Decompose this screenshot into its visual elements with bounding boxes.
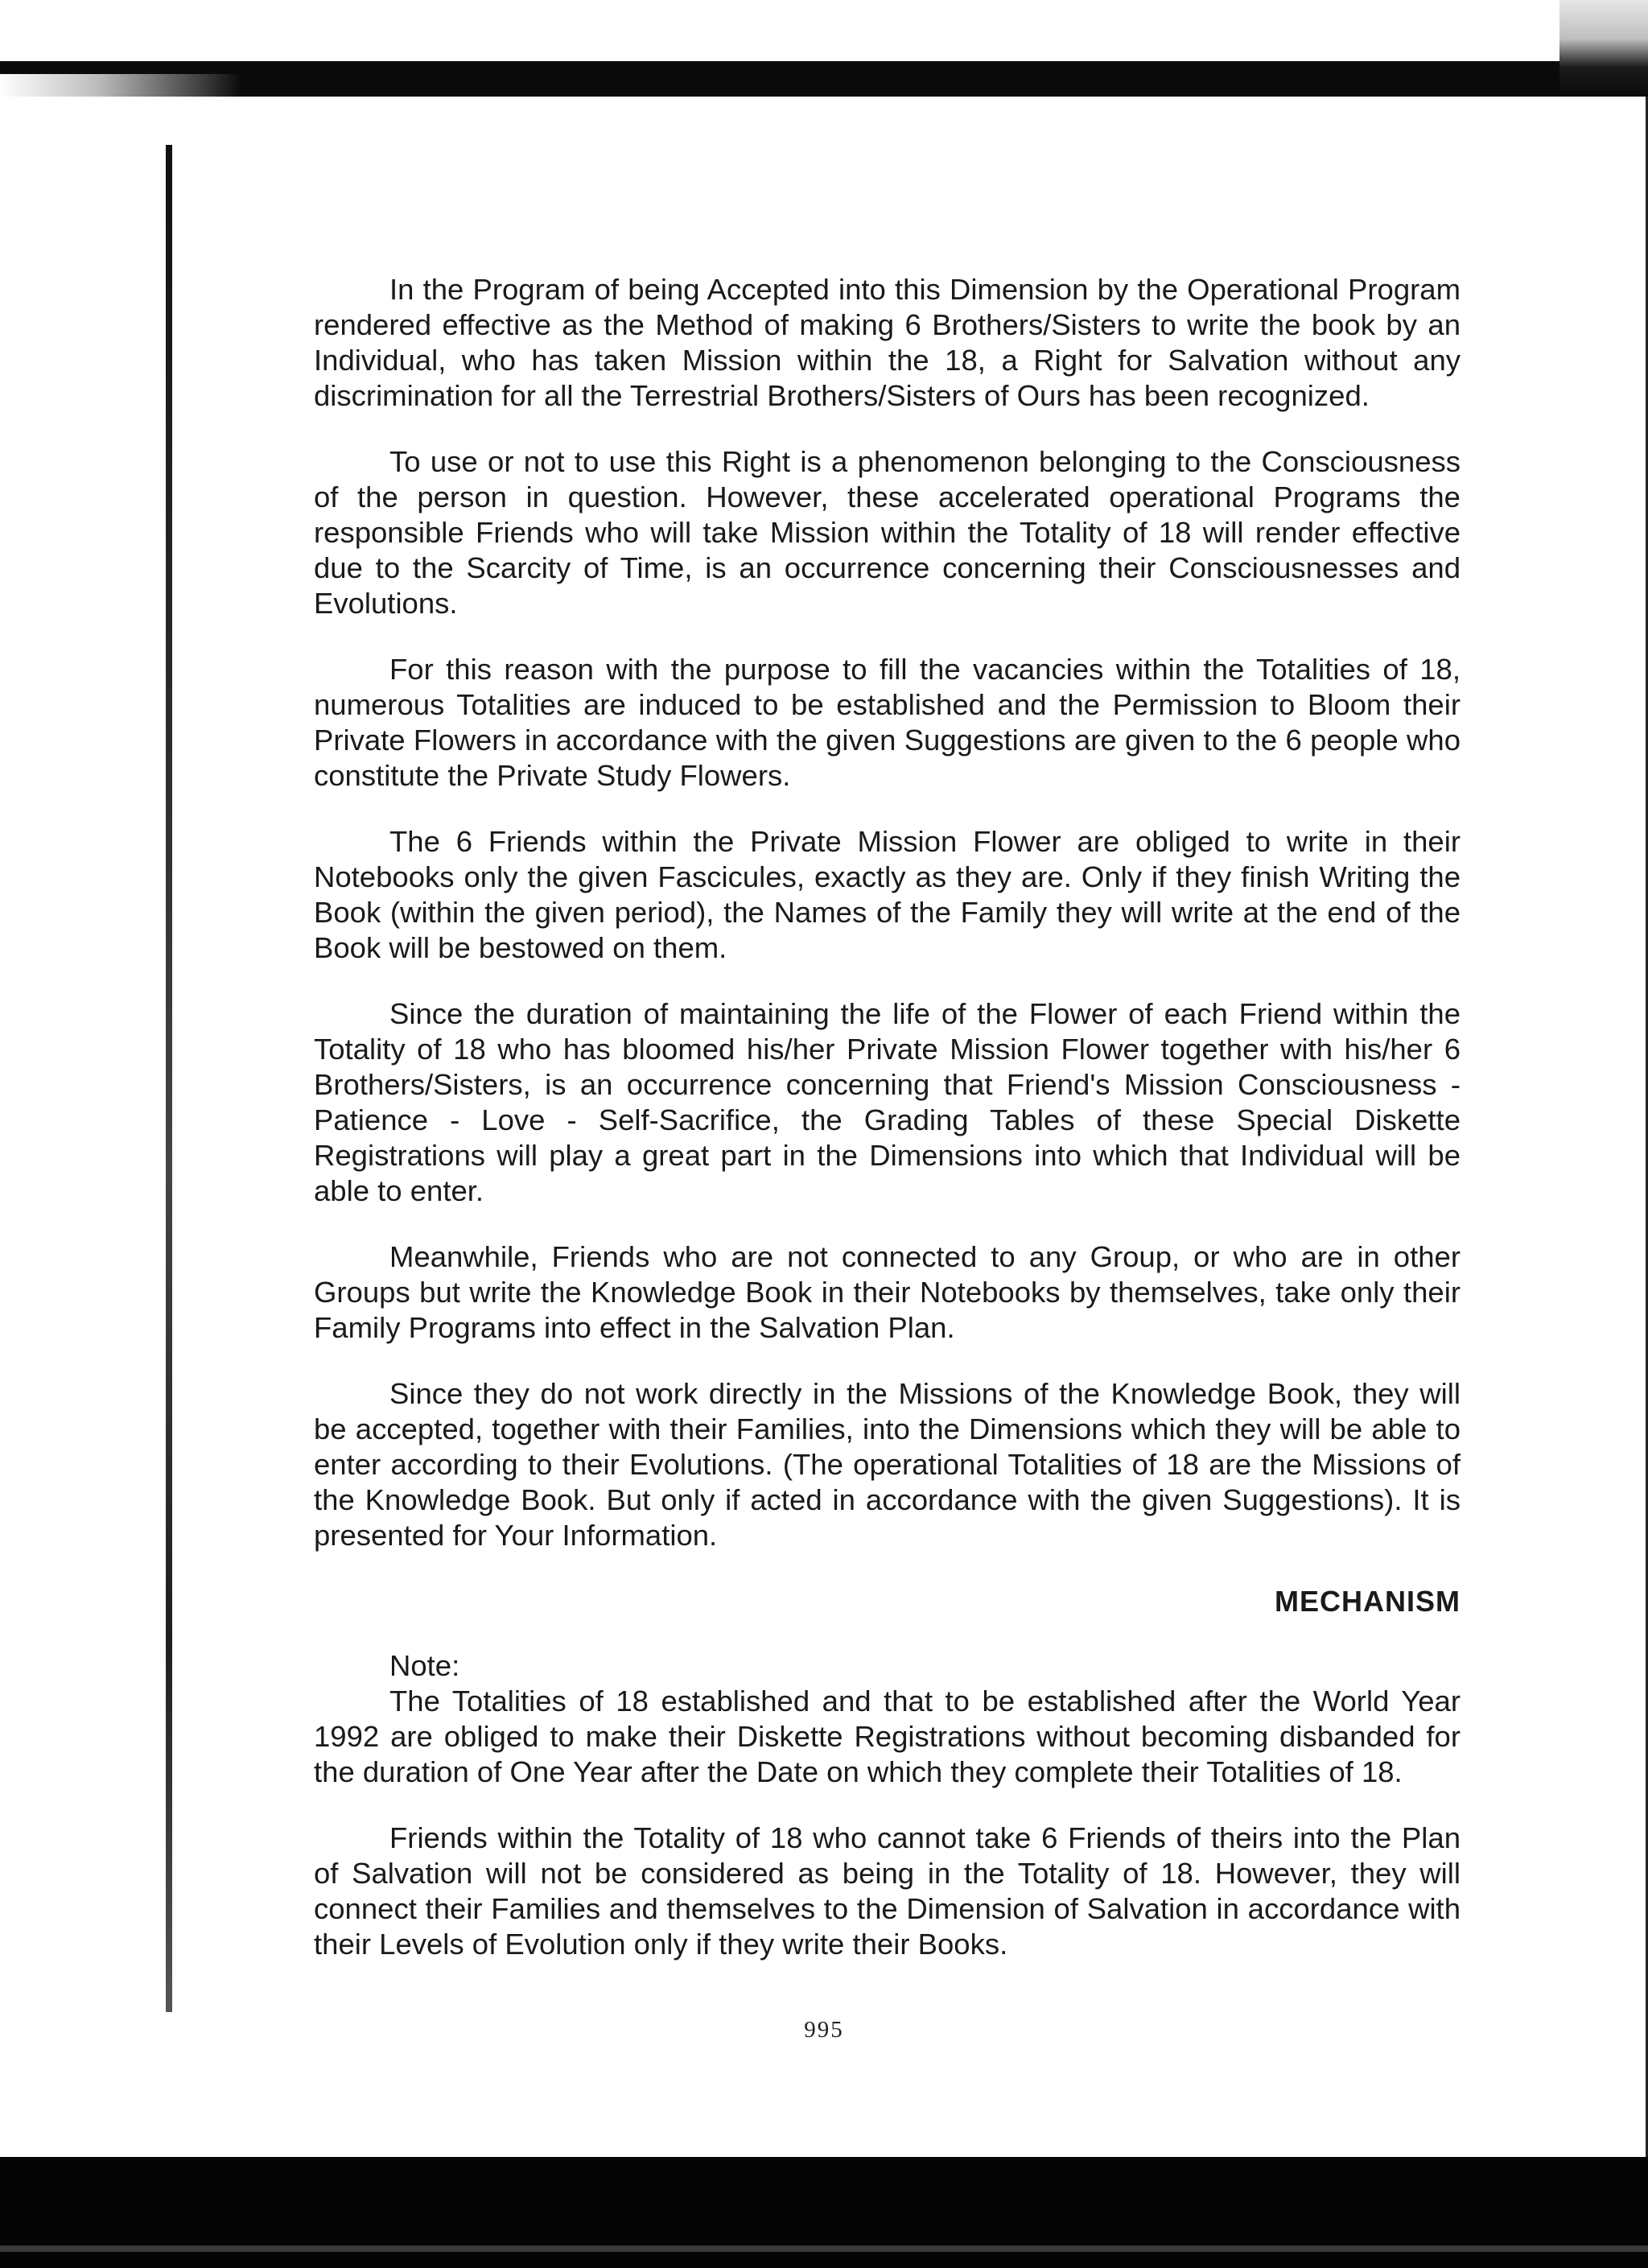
paragraph: The 6 Friends within the Private Mission Flower are obliged to write in their Notebooks only the given Fascicules, exactly as they are. Only if they finish Writing the Book (within the given period), the Names of the Family they will write at the end of the Book will be bestowed on them. — [314, 825, 1461, 964]
paragraph: In the Program of being Accepted into this Dimension by the Operational Program rendered effective as the Method of making 6 Brothers/Sisters to write the book by an Individual, who has taken Mission within the 18, a Right for Salvation without any discrimination for all the Terrestrial Brothers/Sisters of Ours has been recognized. — [314, 273, 1461, 412]
scan-left-edge — [166, 145, 172, 2012]
paragraph: To use or not to use this Right is a phenomenon belonging to the Consciousness of the person in question. However, these accelerated operational Programs the responsible Friends who will take Mission within the Totality of 18 will render effective due to the Scarcity of Time, is an occurrence concerning their Consciousnesses and Evolutions. — [314, 445, 1461, 620]
note-label: Note: — [389, 1649, 460, 1682]
paragraph: Meanwhile, Friends who are not connected to any Group, or who are in other Groups but write the Knowledge Book in their Notebooks by themselves, take only their Family Programs into effect in the Salvation Plan. — [314, 1240, 1461, 1344]
paragraph: For this reason with the purpose to fill the vacancies within the Totalities of 18, numerous Totalities are induced to be established and the Permission to Bloom their Private Flowers in accordance with the given Suggestions are given to the 6 people who constitute the Private Study Flowers. — [314, 653, 1461, 792]
scan-top-border — [0, 61, 1648, 97]
page-body — [314, 272, 1461, 1993]
scan-top-border-fade — [0, 74, 241, 97]
page-number: 995 — [804, 2017, 844, 2043]
section-heading: MECHANISM — [1275, 1585, 1461, 1618]
note-paragraph: Friends within the Totality of 18 who cannot take 6 Friends of theirs into the Plan of Salvation will not be considered as being in the Totality of 18. However, they will connect their Families and themselves to the Dimension of Salvation in accordance with their Levels of Evolution only if they write their Books. — [314, 1821, 1461, 1961]
note-paragraph: The Totalities of 18 established and that to be established after the World Year 1992 are obliged to make their Diskette Registrations without becoming disbanded for the duration of One Year after the Date on which they complete their Totalities of 18. — [314, 1685, 1461, 1788]
paragraph: Since the duration of maintaining the life of the Flower of each Friend within the Totality of 18 who has bloomed his/her Private Mission Flower together with his/her 6 Brothers/Sisters, is an occurrence concerning that Friend's Mission Consciousness - Patience - Love - Self-Sacrifice, the Grading Tables of these Special Diskette Registrations will play a great part in the Dimensions into which that Individual will be able to enter. — [314, 997, 1461, 1207]
paragraph: Since they do not work directly in the Missions of the Knowledge Book, they will be accepted, together with their Families, into the Dimensions which they will be able to enter according to their Evolutions. (The operational Totalities of 18 are the Missions of the Knowledge Book. But only if acted in accordance with the given Suggestions). It is presented for Your Information. — [314, 1377, 1461, 1552]
scan-bottom-border-line — [0, 2245, 1648, 2252]
scan-corner-artifact — [1559, 0, 1648, 97]
